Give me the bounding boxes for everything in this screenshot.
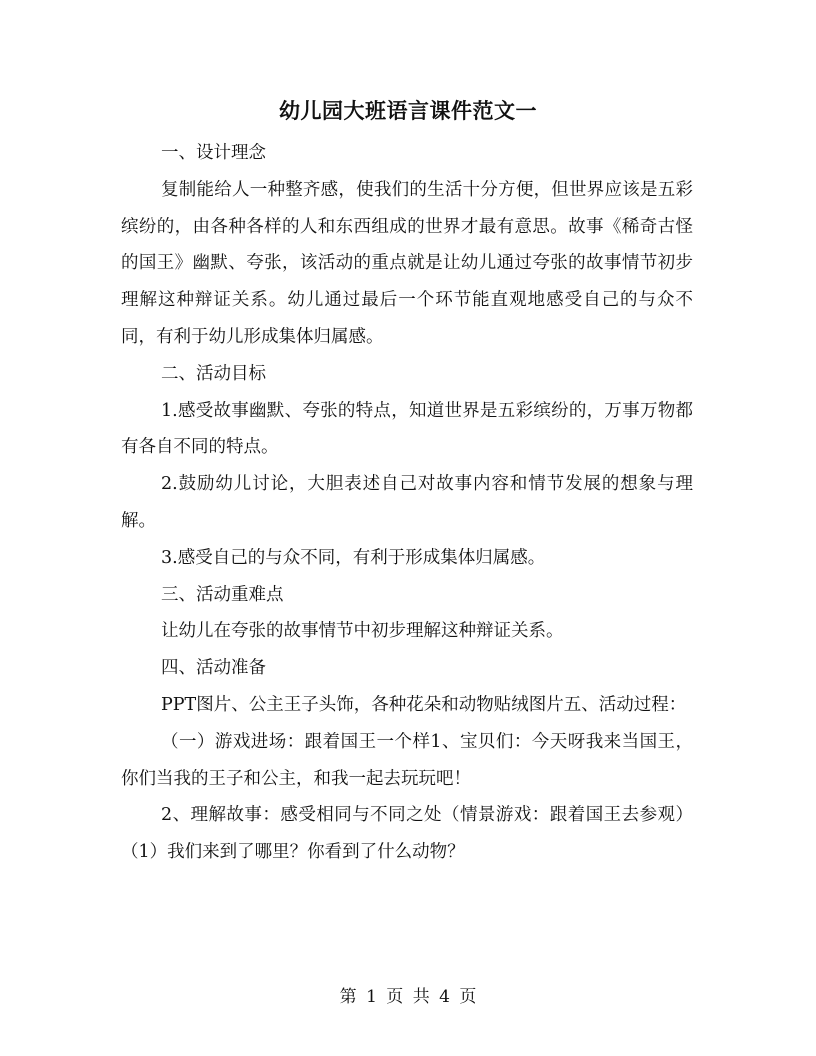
goal-item-2: 2.鼓励幼儿讨论，大胆表述自己对故事内容和情节发展的想象与理解。 bbox=[121, 474, 693, 531]
document-body bbox=[121, 135, 693, 871]
paragraph-design-concept: 复制能给人一种整齐感，使我们的生活十分方便，但世界应该是五彩缤纷的，由各种各样的人和东西组成的世界才最有意思。故事《稀奇古怪的国王》幽默、夸张，该活动的重点就是让幼儿通过夸张的故事情节初步理解这种辩证关系。幼儿通过最后一个环节能直观地感受自己的与众不同，有利于幼儿形成集体归属感。 bbox=[121, 179, 693, 347]
paragraph-activity-step-1: （一）游戏进场：跟着国王一个样1、宝贝们：今天呀我来当国王，你们当我的王子和公主，和我一起去玩玩吧！ bbox=[121, 731, 693, 789]
section-heading-design-concept: 一、设计理念 bbox=[161, 143, 266, 163]
paragraph-key-points: 让幼儿在夸张的故事情节中初步理解这种辩证关系。 bbox=[161, 621, 564, 642]
page-footer: 第 1 页 共 4 页 bbox=[339, 987, 477, 1007]
goal-item-1: 1.感受故事幽默、夸张的特点，知道世界是五彩缤纷的，万事万物都有各自不同的特点。 bbox=[121, 400, 693, 458]
section-heading-goals: 二、活动目标 bbox=[161, 363, 266, 384]
section-heading-key-points: 三、活动重难点 bbox=[161, 584, 284, 605]
section-heading-preparation: 四、活动准备 bbox=[161, 658, 266, 679]
goal-item-3: 3.感受自己的与众不同，有利于形成集体归属感。 bbox=[161, 547, 546, 568]
paragraph-preparation: PPT图片、公主王子头饰，各种花朵和动物贴绒图片五、活动过程： bbox=[161, 694, 687, 715]
paragraph-activity-step-2: 2、理解故事：感受相同与不同之处（情景游戏：跟着国王去参观）（1）我们来到了哪里？你看到了什么动物？ bbox=[121, 805, 693, 863]
document-title: 幼儿园大班语言课件范文一 bbox=[279, 98, 537, 123]
